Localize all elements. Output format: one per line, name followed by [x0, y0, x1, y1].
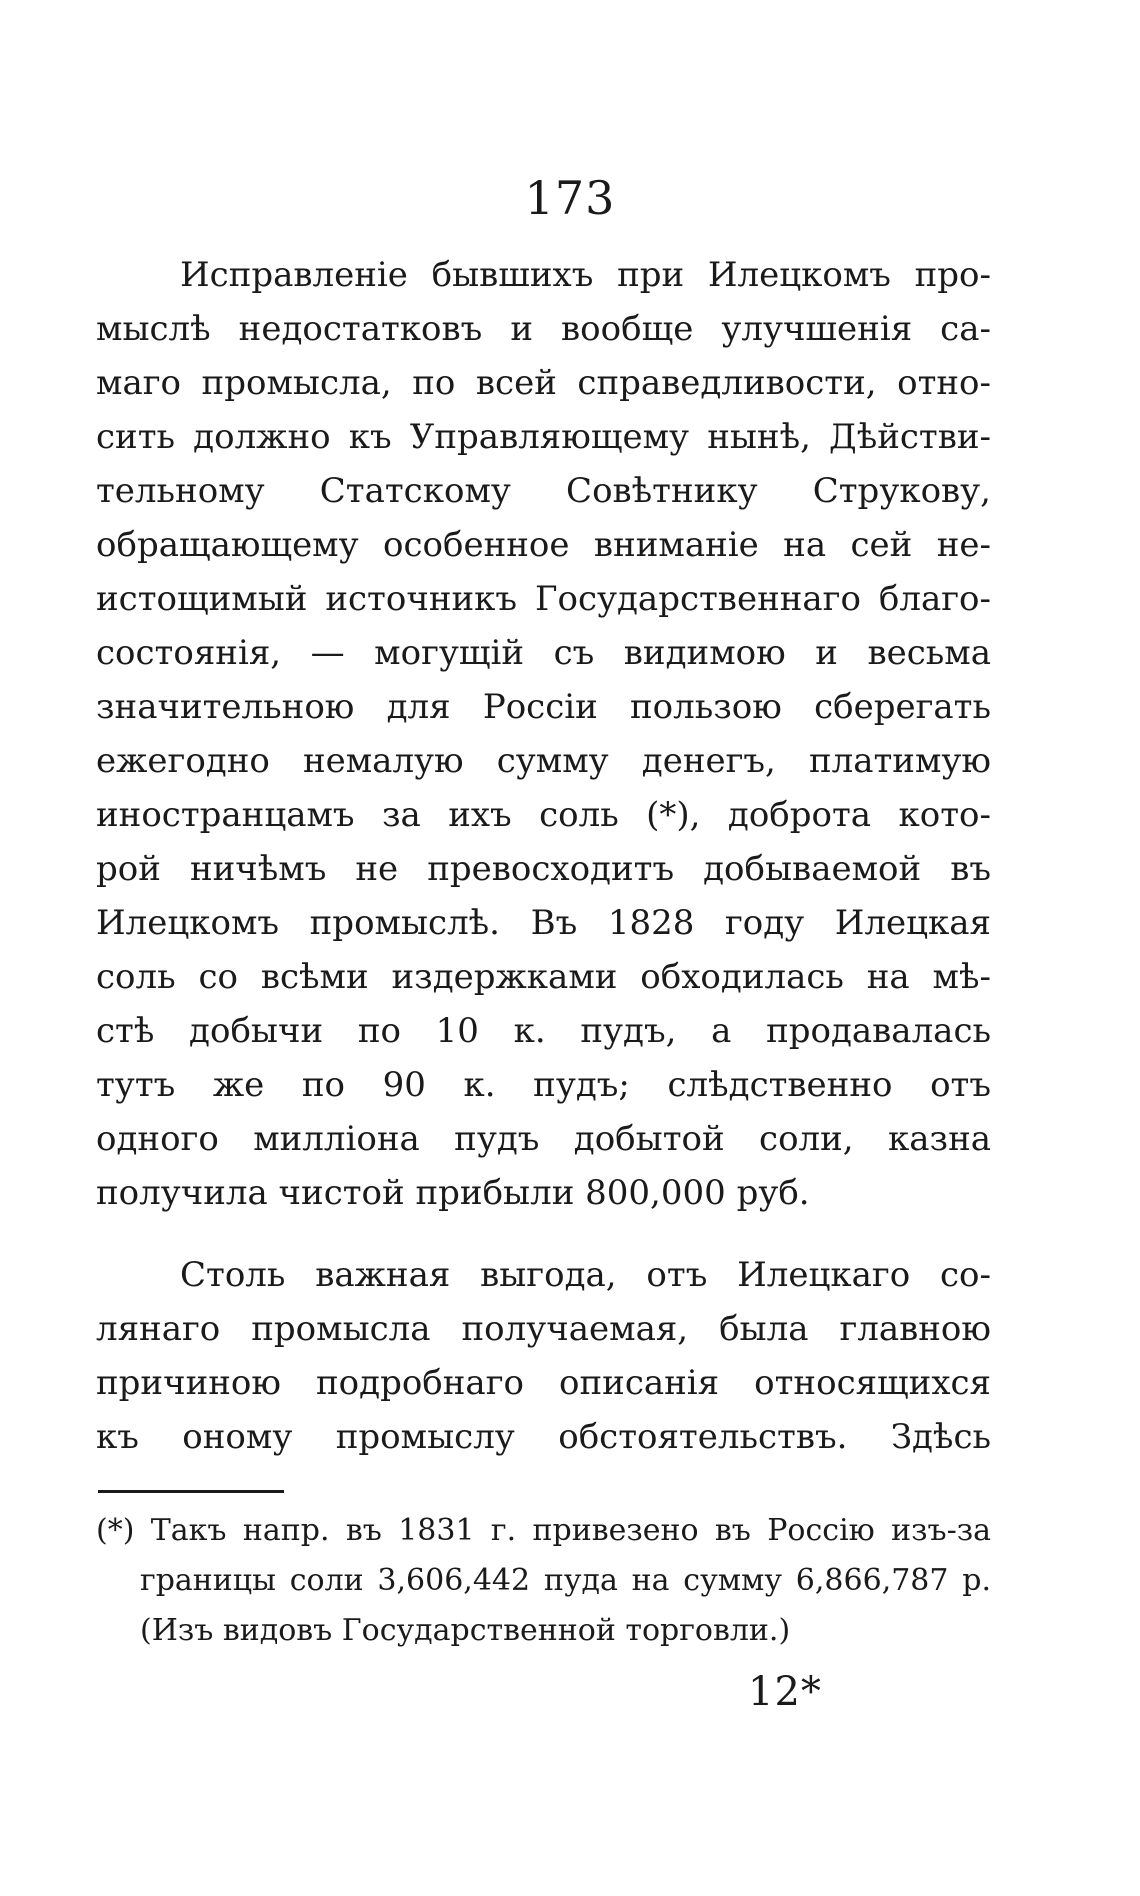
text-line: Исправленіе бывшихъ при Илецкомъ про- — [180, 255, 991, 295]
text-line: получила чистой прибыли 800,000 руб. — [96, 1173, 810, 1213]
signature-mark: 12* — [748, 1669, 822, 1715]
text-line: причиною подробнаго описанія относящихся — [96, 1363, 991, 1403]
text-line: мыслѣ недостатковъ и вообще улучшенія са- — [96, 309, 991, 349]
text-line: рой ничѣмъ не превосходитъ добываемой въ — [96, 849, 991, 889]
page-number: 173 — [524, 171, 616, 225]
footnote-line: (Изъ видовъ Государственной торговли.) — [140, 1613, 791, 1648]
text-line: стѣ добычи по 10 к. пудъ, а продавалась — [96, 1011, 991, 1051]
text-line: тутъ же по 90 к. пудъ; слѣдственно отъ — [96, 1065, 991, 1105]
text-line: Столь важная выгода, отъ Илецкаго со- — [180, 1255, 991, 1295]
text-line: истощимый источникъ Государственнаго благо- — [96, 579, 991, 619]
text-line: состоянія, — могущій съ видимою и весьма — [96, 633, 991, 673]
text-line: иностранцамъ за ихъ соль (*), доброта кото- — [96, 795, 991, 835]
text-line: маго промысла, по всей справедливости, отно- — [96, 363, 991, 403]
footnote — [96, 1506, 991, 1656]
text-line: соль со всѣми издержками обходилась на мѣ- — [96, 957, 991, 997]
text-line: Илецкомъ промыслѣ. Въ 1828 году Илецкая — [96, 903, 991, 943]
text-line: значительною для Россіи пользою сберегать — [96, 687, 991, 727]
text-line: обращающему особенное вниманіе на сей не- — [96, 525, 991, 565]
footnote-line: границы соли 3,606,442 пуда на сумму 6,866,787 р. — [140, 1563, 991, 1598]
text-line: тельному Статскому Совѣтнику Струкову, — [96, 471, 991, 511]
text-line: сить должно къ Управляющему нынѣ, Дѣйстви- — [96, 417, 991, 457]
paragraph-2 — [96, 1248, 991, 1464]
footnote-divider — [98, 1490, 284, 1493]
footnote-line: (*) Такъ напр. въ 1831 г. привезено въ Россію изъ-за — [96, 1513, 991, 1548]
text-line: одного милліона пудъ добытой соли, казна — [96, 1119, 991, 1159]
text-line: лянаго промысла получаемая, была главною — [96, 1309, 991, 1349]
paragraph-1 — [96, 248, 991, 1220]
text-line: къ оному промыслу обстоятельствъ. Здѣсь — [96, 1417, 991, 1457]
text-line: ежегодно немалую сумму денегъ, платимую — [96, 741, 991, 781]
